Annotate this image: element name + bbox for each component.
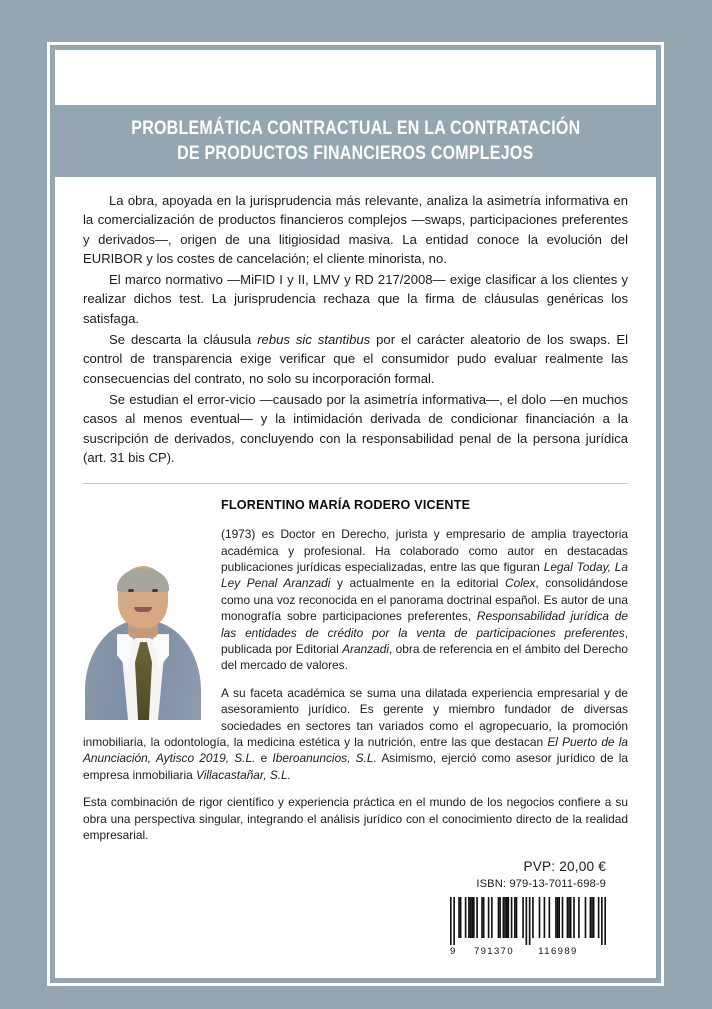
author-photo <box>83 510 203 720</box>
price-label: PVP: 20,00 € <box>523 859 606 875</box>
bio2-part-c: Asimismo, ejerció como asesor jurídico de la empresa inmobiliaria <box>83 751 628 782</box>
barcode-bars <box>450 897 606 945</box>
bio2-company-2: Iberoanuncios, S.L. <box>272 751 377 766</box>
portrait-eye-left <box>128 589 134 592</box>
synopsis-paragraph-3 <box>83 330 628 388</box>
bio2-part-b: e <box>255 751 273 766</box>
barcode-group-right: 116989 <box>538 946 578 958</box>
synopsis-paragraph-1: La obra, apoyada en la jurisprudencia más relevante, analiza la asimetría informativa en la comercialización de productos financieros complejos —swaps, participaciones preferentes y derivados—, origen de una litigiosidad masiva. La entidad conoce la evolución del EURIBOR y los costes de cancelación; el cliente minorista, no. <box>83 193 628 266</box>
content-panel <box>55 177 656 978</box>
bio1-part-c: , consolidándose como una voz reconocida en el panorama doctrinal español. Es autor de una monografía sobre participaciones preferentes, <box>221 576 628 624</box>
author-name: FLORENTINO MARÍA RODERO VICENTE <box>221 498 471 513</box>
barcode-digits <box>450 946 606 957</box>
title-line-2: DE PRODUCTOS FINANCIEROS COMPLEJOS <box>177 142 534 164</box>
bio1-publication-1: Legal Today, La Ley Penal Aranzadi <box>221 559 628 591</box>
bio1-monograph-title: Responsabilidad jurídica de las entidades de crédito por la venta de participaciones preferentes <box>221 609 628 640</box>
bio1-publisher-aranzadi: Aranzadi <box>342 642 390 656</box>
barcode <box>450 897 606 957</box>
barcode-group-left: 791370 <box>473 946 515 958</box>
portrait-eye-right <box>152 589 158 592</box>
book-title <box>55 106 656 176</box>
purchase-info <box>83 859 628 959</box>
synopsis-section <box>83 191 628 467</box>
author-section <box>83 498 628 843</box>
synopsis-p3-part-a: Se descarta la cláusula <box>109 332 258 348</box>
isbn-label: ISBN: 979-13-7011-698-9 <box>476 878 606 891</box>
bio2-part-a: A su faceta académica se suma una dilatada experiencia empresarial y de asesoramiento jurídico. Es gerente y miembro fundador de diversas sociedades en sectores tan variados como el agropecuario, la promoción inmobiliaria, la odontología, la medicina estética y la nutrición, entre las que destacan <box>83 685 628 750</box>
publisher-logo-area <box>55 50 656 105</box>
bio1-part-b: y actualmente en la editorial <box>330 576 505 591</box>
synopsis-paragraph-4: Se estudian el error-vicio —causado por la asimetría informativa—, el dolo —en muchos casos al menos eventual— y la intimidación derivada de condicionar financiación a la suscripción de derivados, concluyendo con la responsabilidad penal de la persona jurídica (art. 31 bis CP). <box>83 391 628 465</box>
bio1-publisher-colex: Colex <box>505 576 536 591</box>
bio2-company-3: Villacastañar, S.L. <box>196 767 291 782</box>
portrait-tie <box>135 642 152 720</box>
section-divider <box>83 483 628 484</box>
synopsis-paragraph-2: El marco normativo —MiFID I y II, LMV y RD 217/2008— exige clasificar a los clientes y realizar dichos test. La jurisprudencia rechaza que la firma de cláusulas genéricas los satisfaga. <box>83 272 628 326</box>
author-portrait-illustration <box>83 510 203 720</box>
bio1-part-a: (1973) es Doctor en Derecho, jurista y empresario de amplia trayectoria académica y profesional. Ha colaborado como autor en destacadas publicaciones jurídicas especializadas, entre las que figuran <box>221 527 628 574</box>
bio2-company-1: El Puerto de la Anunciación, Aytisco 2019, S.L. <box>83 735 628 766</box>
synopsis-p3-part-b: por el carácter aleatorio de los swaps. El control de transparencia exige verificar que el consumidor pudo evaluar realmente las consecuencias del contrato, no solo su incorporación formal. <box>83 332 628 386</box>
barcode-digit-first: 9 <box>450 946 457 958</box>
author-bio-paragraph-3: Esta combinación de rigor científico y experiencia práctica en el mundo de los negocios confiere a su obra una perspectiva singular, integrando el análisis jurídico con el conocimiento directo de la realidad empresarial. <box>83 795 628 843</box>
title-line-1: PROBLEMÁTICA CONTRACTUAL EN LA CONTRATACIÓN <box>130 117 581 139</box>
bio1-part-e: , obra de referencia en el ámbito del Derecho del mercado de valores. <box>221 642 628 673</box>
synopsis-p3-latin-term: rebus sic stantibus <box>257 332 371 348</box>
portrait-hair <box>117 568 169 592</box>
bio1-part-d: , publicada por Editorial <box>221 625 628 656</box>
portrait-mouth <box>134 607 152 612</box>
